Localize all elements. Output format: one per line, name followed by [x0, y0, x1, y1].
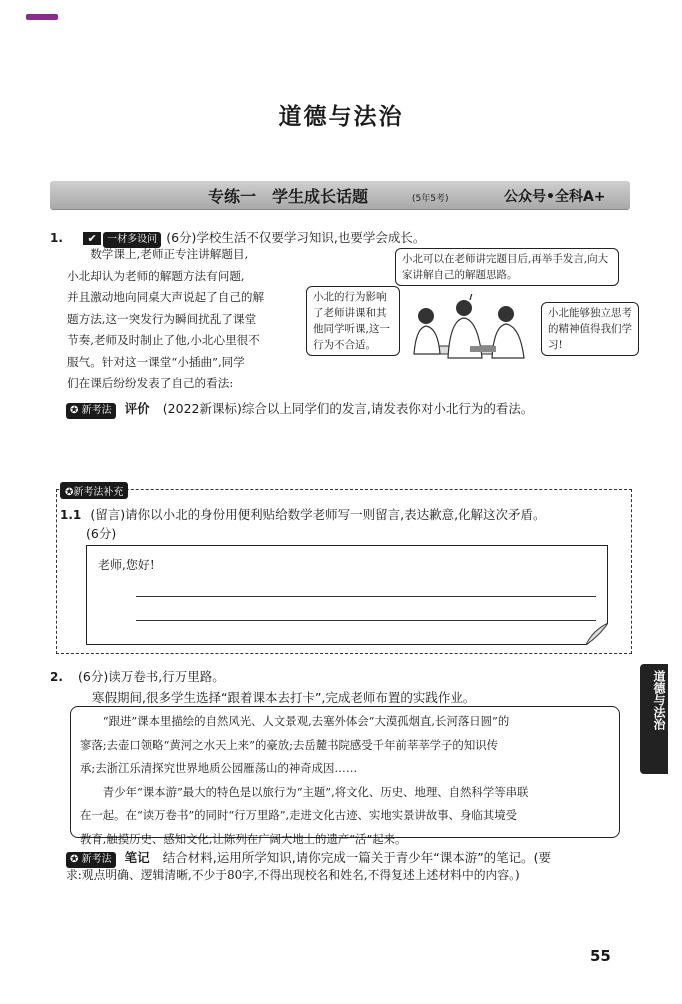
question-2-header	[50, 666, 225, 685]
question-tag: 一材多设问	[103, 232, 161, 248]
question-stem: (6分)学校生活不仅要学习知识,也要学会成长。	[166, 230, 426, 245]
check-icon: ✔	[83, 232, 101, 245]
answer-line	[136, 596, 596, 597]
passage-line: 节奏,老师及时制止了他,小北心里很不	[67, 333, 260, 347]
question-number: 1.1	[60, 508, 82, 522]
question-number: 1.	[50, 231, 63, 245]
q1-passage	[67, 244, 295, 395]
lightbulb-icon: ✪	[70, 405, 79, 416]
task-label: 笔记	[124, 850, 150, 865]
q1-answer-space[interactable]	[66, 420, 626, 480]
section-count: (5年5考)	[412, 194, 449, 204]
page-title: 道德与法治	[278, 104, 404, 130]
material-line: 教育,触摸历史、感知文化,让陈列在广阔大地上的遗产“活”起来。	[80, 831, 407, 846]
new-exam-label: 新考法	[81, 405, 112, 416]
passage-line: 小北却认为老师的解题方法有问题,	[67, 268, 245, 283]
sticky-note[interactable]	[86, 545, 608, 645]
section-title: 专练一 学生成长话题	[208, 187, 369, 206]
passage-line: 们在课后纷纷发表了自己的看法:	[67, 376, 234, 390]
new-exam-label: 新考法	[81, 854, 112, 865]
question-number: 2.	[50, 670, 63, 684]
lightbulb-icon: ✪	[65, 487, 74, 498]
material-line: 青少年“课本游”最大的特色是以旅行为“主题”,将文化、历史、地理、自然科学等串联	[102, 784, 529, 799]
corner-mark	[26, 14, 58, 20]
task-text: (2022新课标)综合以上同学们的发言,请发表你对小北行为的看法。	[162, 401, 534, 416]
task-text: 结合材料,运用所学知识,请你完成一篇关于青少年“课本游”的笔记。(要	[162, 850, 552, 865]
material-text	[80, 710, 614, 851]
passage-line: 数学课上,老师正专注讲解题目,	[90, 247, 249, 261]
supplement-stem-row	[60, 504, 620, 523]
answer-line	[136, 620, 596, 621]
q1-task	[66, 398, 533, 419]
page-number: 55	[590, 947, 611, 965]
note-greeting: 老师,您好!	[98, 558, 155, 572]
speech-bubble-top: 小北可以在老师讲完题目后,再举手发言,向大家讲解自己的解题思路。	[395, 248, 619, 286]
speech-bubble-right: 小北能够独立思考的精神值得我们学习!	[541, 302, 639, 356]
passage-line: 并且激动地向同桌大声说起了自己的解	[67, 290, 265, 304]
material-line: 承;去浙江乐清探究世界地质公园雁荡山的神奇成因……	[80, 761, 358, 775]
q2-task	[66, 847, 646, 868]
q2-intro: 寒假期间,很多学生选择“跟着课本去打卡”,完成老师布置的实践作业。	[92, 690, 476, 705]
material-line: 寥落;去壶口领略“黄河之水天上来”的豪放;去岳麓书院感受千年前莘莘学子的知识传	[80, 737, 498, 752]
watermark-label: 公众号•全科A+	[504, 189, 606, 205]
q2-answer-space[interactable]	[66, 888, 626, 940]
supplement-tag-label: 新考法补充	[73, 487, 124, 498]
passage-line: 题方法,这一突发行为瞬间扰乱了课堂	[67, 311, 257, 326]
side-tab-label: 道德与法治	[652, 670, 666, 730]
students-illustration	[404, 294, 532, 370]
new-exam-tag	[66, 403, 116, 419]
lightbulb-icon: ✪	[70, 854, 79, 865]
task-label: 评价	[124, 401, 150, 416]
material-line: “跟进”课本里描绘的自然风光、人文景观,去塞外体会“大漠孤烟直,长河落日圆”的	[102, 714, 510, 728]
supplement-score: (6分)	[86, 526, 117, 541]
passage-line: 服气。针对这一课堂“小插曲”,同学	[67, 354, 245, 369]
question-stem: (6分)读万卷书,行万里路。	[78, 669, 225, 684]
supplement-stem: (留言)请你以小北的身份用便利贴给数学老师写一则留言,表达歉意,化解这次矛盾。	[90, 507, 546, 522]
material-line: 在一起。在“读万卷书”的同时“行万里路”,走进文化古迹、实地实景讲故事、身临其境受	[80, 808, 517, 822]
speech-bubble-left: 小北的行为影响了老师讲课和其他同学听课,这一行为不合适。	[306, 286, 400, 356]
page-curl-icon	[586, 623, 608, 645]
task-text-continued: 求:观点明确、逻辑清晰,不少于80字,不得出现校名和姓名,不得复述上述材料中的内容。)	[66, 868, 520, 882]
supplement-tag	[60, 482, 128, 499]
